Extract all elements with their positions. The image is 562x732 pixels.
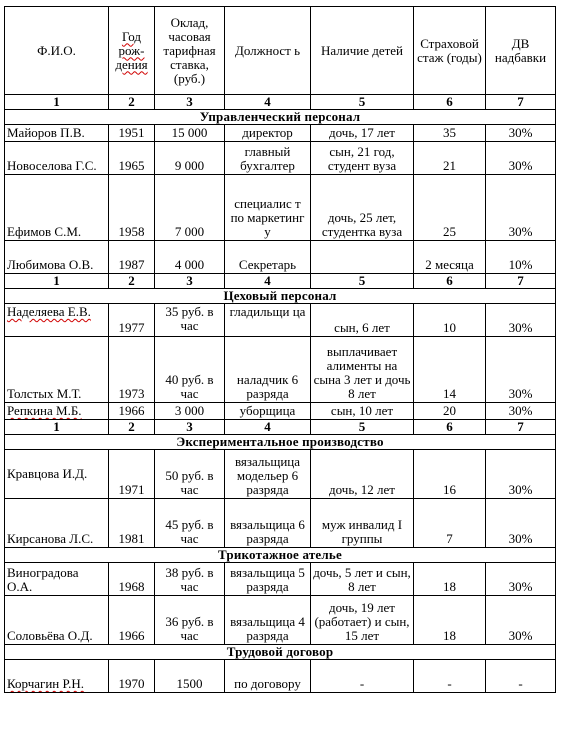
column-number: 3 <box>155 420 225 435</box>
table-row <box>5 304 556 337</box>
cell-year: 1951 <box>109 125 155 142</box>
table-row <box>5 450 556 499</box>
cell-children: - <box>311 660 414 693</box>
header-insurance-stage: Страховой стаж (годы) <box>414 7 486 95</box>
cell-name: Наделяева Е.В. <box>5 304 109 337</box>
cell-bonus: 30% <box>486 450 556 499</box>
column-number: 1 <box>5 274 109 289</box>
cell-name: Новоселова Г.С. <box>5 142 109 175</box>
cell-bonus: 30% <box>486 175 556 241</box>
cell-bonus: 30% <box>486 403 556 420</box>
section-title: Цеховый персонал <box>5 289 556 304</box>
table-row <box>5 660 556 693</box>
cell-children: дочь, 25 лет, студентка вуза <box>311 175 414 241</box>
cell-stage: 14 <box>414 337 486 403</box>
section-title: Экспериментальное производство <box>5 435 556 450</box>
table-header-row <box>5 7 556 95</box>
cell-stage: 10 <box>414 304 486 337</box>
section-title: Трикотажное ателье <box>5 548 556 563</box>
cell-position: вязальщица модельер 6 разряда <box>225 450 311 499</box>
cell-salary: 40 руб. в час <box>155 337 225 403</box>
cell-position: по договору <box>225 660 311 693</box>
cell-position: вязальщица 4 разряда <box>225 596 311 645</box>
table-row <box>5 125 556 142</box>
cell-position: директор <box>225 125 311 142</box>
cell-year: 1958 <box>109 175 155 241</box>
cell-position: гладильщи ца <box>225 304 311 337</box>
table-row <box>5 175 556 241</box>
table-row <box>5 337 556 403</box>
cell-children: дочь, 12 лет <box>311 450 414 499</box>
cell-children: выплачивает алименты на сына 3 лет и дочь 8 лет <box>311 337 414 403</box>
section-title: Управленческий персонал <box>5 110 556 125</box>
cell-position: Секретарь <box>225 241 311 274</box>
header-position: Должност ь <box>225 7 311 95</box>
cell-salary: 15 000 <box>155 125 225 142</box>
cell-salary: 4 000 <box>155 241 225 274</box>
employee-document <box>4 6 555 693</box>
cell-name: Репкина М.Б. <box>5 403 109 420</box>
table-row <box>5 563 556 596</box>
cell-year: 1966 <box>109 403 155 420</box>
cell-stage: 18 <box>414 563 486 596</box>
column-number: 6 <box>414 274 486 289</box>
column-number: 7 <box>486 274 556 289</box>
cell-name: Кравцова И.Д. <box>5 450 109 499</box>
table-row <box>5 596 556 645</box>
cell-year: 1966 <box>109 596 155 645</box>
cell-year: 1973 <box>109 337 155 403</box>
column-number: 6 <box>414 420 486 435</box>
cell-bonus: 30% <box>486 337 556 403</box>
column-number: 4 <box>225 95 311 110</box>
cell-children: муж инвалид I группы <box>311 499 414 548</box>
cell-stage: 35 <box>414 125 486 142</box>
cell-name: Кирсанова Л.С. <box>5 499 109 548</box>
cell-children: сын, 21 год, студент вуза <box>311 142 414 175</box>
column-number: 6 <box>414 95 486 110</box>
cell-children: дочь, 19 лет (работает) и сын, 15 лет <box>311 596 414 645</box>
header-children: Наличие детей <box>311 7 414 95</box>
section-title-row <box>5 435 556 450</box>
column-number: 5 <box>311 274 414 289</box>
cell-position: уборщица <box>225 403 311 420</box>
cell-bonus: 30% <box>486 125 556 142</box>
cell-year: 1968 <box>109 563 155 596</box>
cell-salary: 36 руб. в час <box>155 596 225 645</box>
cell-children: сын, 6 лет <box>311 304 414 337</box>
cell-year: 1987 <box>109 241 155 274</box>
section-title-row <box>5 645 556 660</box>
header-fio: Ф.И.О. <box>5 7 109 95</box>
cell-stage: 7 <box>414 499 486 548</box>
column-number: 2 <box>109 95 155 110</box>
cell-name: Корчагин Р.Н. <box>5 660 109 693</box>
cell-salary: 7 000 <box>155 175 225 241</box>
cell-stage: 20 <box>414 403 486 420</box>
column-number: 7 <box>486 95 556 110</box>
column-number: 2 <box>109 274 155 289</box>
cell-children: сын, 10 лет <box>311 403 414 420</box>
column-number: 1 <box>5 95 109 110</box>
cell-stage: 21 <box>414 142 486 175</box>
cell-year: 1977 <box>109 304 155 337</box>
cell-bonus: - <box>486 660 556 693</box>
table-row <box>5 499 556 548</box>
cell-bonus: 30% <box>486 596 556 645</box>
column-number-row <box>5 95 556 110</box>
cell-name: Толстых М.Т. <box>5 337 109 403</box>
header-bonus: ДВ надбавки <box>486 7 556 95</box>
cell-bonus: 30% <box>486 563 556 596</box>
cell-stage: 18 <box>414 596 486 645</box>
cell-name: Виноградова О.А. <box>5 563 109 596</box>
cell-name: Майоров П.В. <box>5 125 109 142</box>
cell-salary: 3 000 <box>155 403 225 420</box>
cell-year: 1965 <box>109 142 155 175</box>
cell-children <box>311 241 414 274</box>
section-title-row <box>5 110 556 125</box>
cell-year: 1981 <box>109 499 155 548</box>
header-birth-year: Год рож-дения <box>109 7 155 95</box>
column-number: 3 <box>155 274 225 289</box>
column-number: 5 <box>311 95 414 110</box>
cell-name: Ефимов С.М. <box>5 175 109 241</box>
cell-children: дочь, 17 лет <box>311 125 414 142</box>
cell-name: Соловьёва О.Д. <box>5 596 109 645</box>
column-number-row <box>5 420 556 435</box>
cell-position: главный бухгалтер <box>225 142 311 175</box>
cell-bonus: 30% <box>486 304 556 337</box>
header-salary: Оклад, часовая тарифная ставка, (руб.) <box>155 7 225 95</box>
cell-bonus: 30% <box>486 499 556 548</box>
cell-year: 1971 <box>109 450 155 499</box>
cell-position: вязальщица 5 разряда <box>225 563 311 596</box>
cell-children: дочь, 5 лет и сын, 8 лет <box>311 563 414 596</box>
cell-stage: 25 <box>414 175 486 241</box>
cell-name: Любимова О.В. <box>5 241 109 274</box>
cell-position: вязальщица 6 разряда <box>225 499 311 548</box>
cell-position: наладчик 6 разряда <box>225 337 311 403</box>
cell-salary: 38 руб. в час <box>155 563 225 596</box>
cell-salary: 35 руб. в час <box>155 304 225 337</box>
cell-year: 1970 <box>109 660 155 693</box>
column-number: 4 <box>225 420 311 435</box>
section-title-row <box>5 548 556 563</box>
cell-position: специалис т по маркетинг у <box>225 175 311 241</box>
column-number: 4 <box>225 274 311 289</box>
column-number: 2 <box>109 420 155 435</box>
employee-table <box>4 6 556 693</box>
cell-salary: 1500 <box>155 660 225 693</box>
cell-stage: 16 <box>414 450 486 499</box>
cell-bonus: 30% <box>486 142 556 175</box>
section-title-row <box>5 289 556 304</box>
column-number: 7 <box>486 420 556 435</box>
cell-bonus: 10% <box>486 241 556 274</box>
table-row <box>5 403 556 420</box>
column-number: 3 <box>155 95 225 110</box>
cell-stage: 2 месяца <box>414 241 486 274</box>
cell-stage: - <box>414 660 486 693</box>
cell-salary: 50 руб. в час <box>155 450 225 499</box>
column-number: 5 <box>311 420 414 435</box>
section-title: Трудовой договор <box>5 645 556 660</box>
column-number-row <box>5 274 556 289</box>
table-row <box>5 241 556 274</box>
cell-salary: 45 руб. в час <box>155 499 225 548</box>
cell-salary: 9 000 <box>155 142 225 175</box>
table-row <box>5 142 556 175</box>
column-number: 1 <box>5 420 109 435</box>
